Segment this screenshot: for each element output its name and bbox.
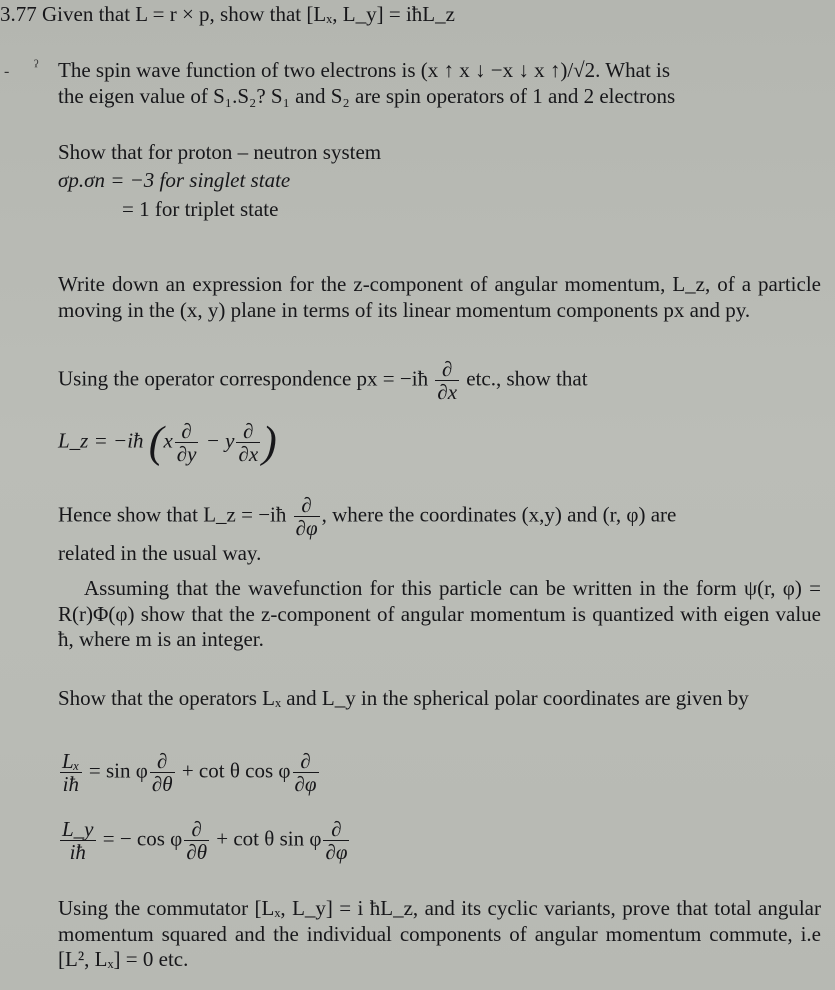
ly-over-ih: $\frac{L\_y}{iħ}$	[62, 817, 94, 865]
question-377	[0, 2, 821, 28]
d-dx-fraction-2: $\frac{\partial}{\partial x}$	[238, 419, 259, 467]
lz-paragraph	[58, 272, 821, 323]
singlet-line: σp.σn = −3 for singlet state	[58, 167, 291, 192]
margin-mark: ‐	[4, 63, 10, 80]
lx-equation: $\frac{\text{Lₓ}}{iħ}$ = sin φ $\frac{\partial}{\partial\theta}$ + cot θ cos φ $\frac{\partial}{\partial\varphi}$	[62, 749, 317, 797]
proton-intro: Show that for proton – neutron system	[58, 140, 382, 164]
operator-correspondence	[58, 358, 821, 403]
lz-intro-text: Write down an expression for the z-component of angular momentum, L_z, of a particle moving in the (x, y) plane in terms of its linear momentum components px and py.	[58, 272, 821, 322]
d-dx-fraction: $\frac{\partial}{\partial x}$	[437, 357, 458, 405]
question-377-text	[0, 2, 821, 28]
using-post-text: etc., show that	[466, 366, 588, 391]
spin-question	[58, 58, 821, 109]
spherical-question	[58, 686, 821, 712]
commutator-text: Using the commutator [Lₓ, L_y] = i ħL_z, and its cyclic variants, prove that total angular momentum squared and the individual components of angular momentum commute, i.e [L², Lₓ] = 0 etc.	[58, 896, 821, 972]
hence-text: Hence show that L_z = −iħ	[58, 502, 287, 527]
commutator-question	[58, 896, 821, 973]
d-dphi-fraction: $\frac{\partial}{\partial\varphi}$	[295, 493, 318, 541]
spherical-intro: Show that the operators Lₓ and L_y in the spherical polar coordinates are given by	[58, 686, 749, 710]
assume-text: Assuming that the wavefunction for this particle can be written in the form ψ(r, φ) = R(r)Φ(φ) show that the z-component of angular momentum is quantized with eigen value ħ, where m is an integer.	[58, 576, 821, 652]
proton-neutron-question	[58, 140, 821, 223]
assume-paragraph	[58, 576, 821, 653]
lz-eq-lhs: L_z = −iħ	[58, 428, 144, 453]
spin-line-2: the eigen value of S₁.S₂? S₁ and S₂ are spin operators of 1 and 2 electrons	[58, 83, 676, 108]
triplet-line: = 1 for triplet state	[122, 197, 279, 222]
question-body: Given that L = r × p, show that [Lₓ, L_y] = iħL_z	[42, 2, 455, 26]
hence-post-text: , where the coordinates (x,y) and (r, φ) are	[321, 502, 677, 527]
using-text: Using the operator correspondence px = −iħ	[58, 366, 429, 391]
lz-equation: L_z = −iħ (x $\frac{\partial}{\partial y}$ − y $\frac{\partial}{\partial x}$ )	[58, 417, 277, 467]
related-text: related in the usual way.	[58, 541, 262, 566]
d-dy-fraction: $\frac{\partial}{\partial y}$	[176, 419, 197, 467]
spin-line-1: The spin wave function of two electrons is (x ↑ x ↓ −x ↓ x ↑)/√2. What is	[58, 58, 671, 82]
question-number: 3.77	[0, 2, 37, 26]
lx-over-ih: $\frac{\text{Lₓ}}{iħ}$	[62, 749, 80, 797]
ly-equation: $\frac{L\_y}{iħ}$ = − cos φ $\frac{\partial}{\partial\theta}$ + cot θ sin φ $\frac{\partial}{\partial\varphi}$	[62, 817, 348, 865]
hence-line	[58, 494, 821, 567]
margin-tick: ˀ	[34, 56, 39, 76]
